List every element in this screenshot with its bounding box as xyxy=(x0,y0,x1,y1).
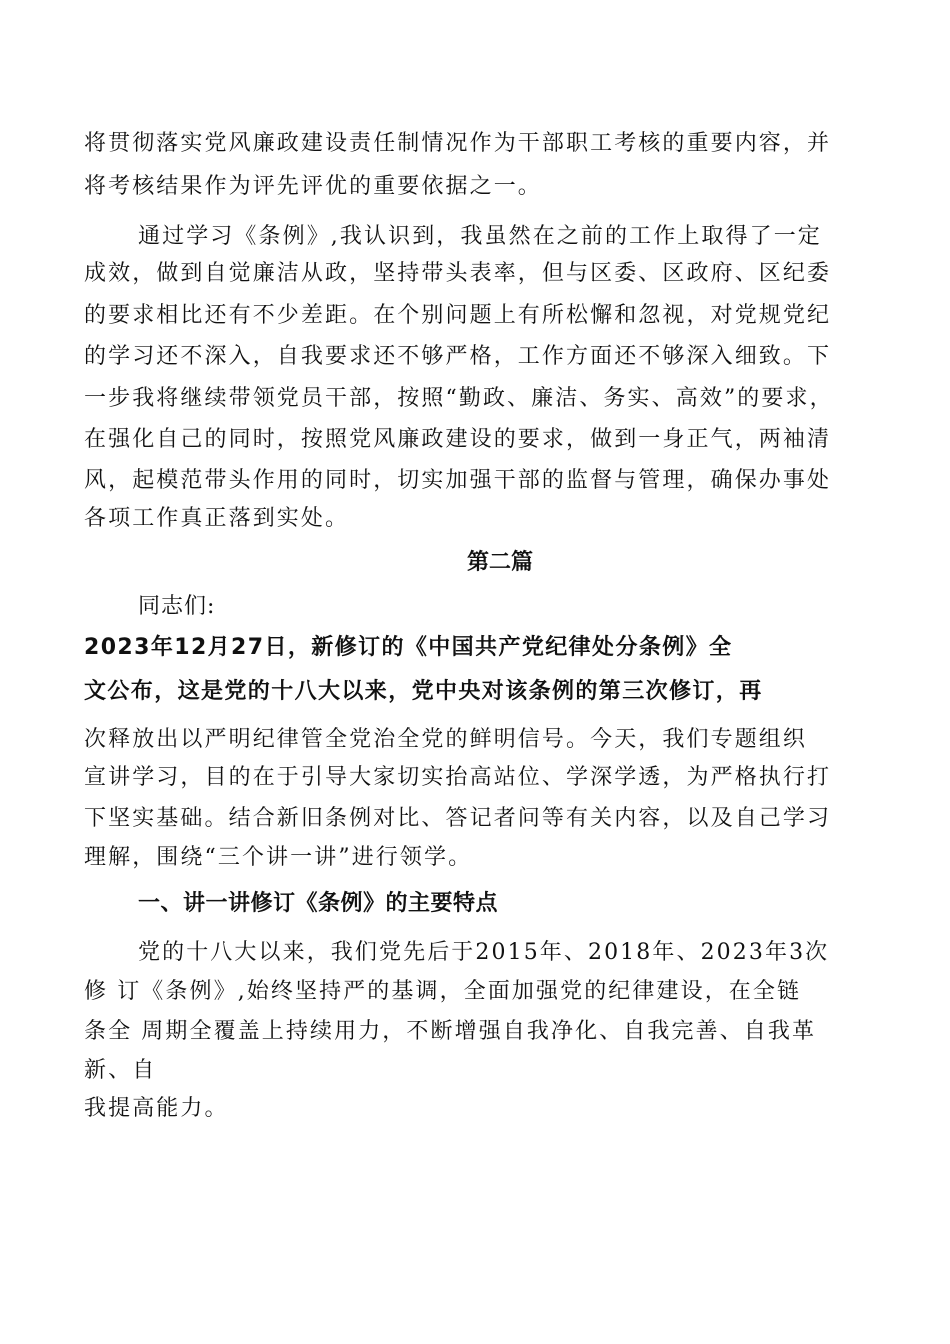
para3-bold-line-2: 文公布，这是党的十八大以来，党中央对该条例的第三次修订，再 xyxy=(84,679,763,704)
para2-line-8: 各项工作真正落到实处。 xyxy=(84,506,350,531)
para3-line-2: 宣讲学习，目的在于引导大家切实抬高站位、学深学透，为严格执行打 xyxy=(84,765,832,790)
para2-line-3: 的要求相比还有不少差距。在个别问题上有所松懈和忽视，对党规党纪 xyxy=(84,303,832,328)
para2-line-7: 风，起模范带头作用的同时，切实加强干部的监督与管理，确保办事处 xyxy=(84,468,832,493)
para3-bold-line-1: 2023年12月27日，新修订的《中国共产党纪律处分条例》全 xyxy=(84,635,733,660)
salutation: 同志们: xyxy=(138,594,216,619)
para2-line-2: 成效，做到自觉廉洁从政，坚持带头表率，但与区委、区政府、区纪委 xyxy=(84,261,832,286)
para2-line-6: 在强化自己的同时，按照党风廉政建设的要求，做到一身正气，两袖清 xyxy=(84,427,832,452)
para2-line-4: 的学习还不深入，自我要求还不够严格，工作方面还不够深入细致。下 xyxy=(84,344,832,369)
para3-line-4: 理解，围绕“三个讲一讲”进行领学。 xyxy=(84,845,473,870)
para1-line-2: 将考核结果作为评先评优的重要依据之一。 xyxy=(84,174,542,199)
para4-line-2: 修 订《条例》,始终坚持严的基调，全面加强党的纪律建设，在全链 xyxy=(84,979,802,1004)
para2-line-1: 通过学习《条例》,我认识到，我虽然在之前的工作上取得了一定 xyxy=(138,224,822,249)
para4-line-4: 新、自 xyxy=(84,1058,157,1083)
para2-line-5: 一步我将继续带领党员干部，按照“勤政、廉洁、务实、高效”的要求， xyxy=(84,386,834,411)
section-heading: 一、讲一讲修订《条例》的主要特点 xyxy=(138,891,499,916)
para1-line-1: 将贯彻落实党风廉政建设责任制情况作为干部职工考核的重要内容，并 xyxy=(84,131,832,156)
para3-line-3: 下坚实基础。结合新旧条例对比、答记者问等有关内容，以及自己学习 xyxy=(84,806,832,831)
para4-line-5: 我提高能力。 xyxy=(84,1096,229,1121)
para3-line-1: 次释放出以严明纪律管全党治全党的鲜明信号。今天，我们专题组织 xyxy=(84,727,808,752)
section-title: 第二篇 xyxy=(466,550,533,575)
para4-line-3: 条全 周期全覆盖上持续用力，不断增强自我净化、自我完善、自我革 xyxy=(84,1019,817,1044)
para4-line-1: 党的十八大以来，我们党先后于2015年、2018年、2023年3次 xyxy=(138,940,830,965)
